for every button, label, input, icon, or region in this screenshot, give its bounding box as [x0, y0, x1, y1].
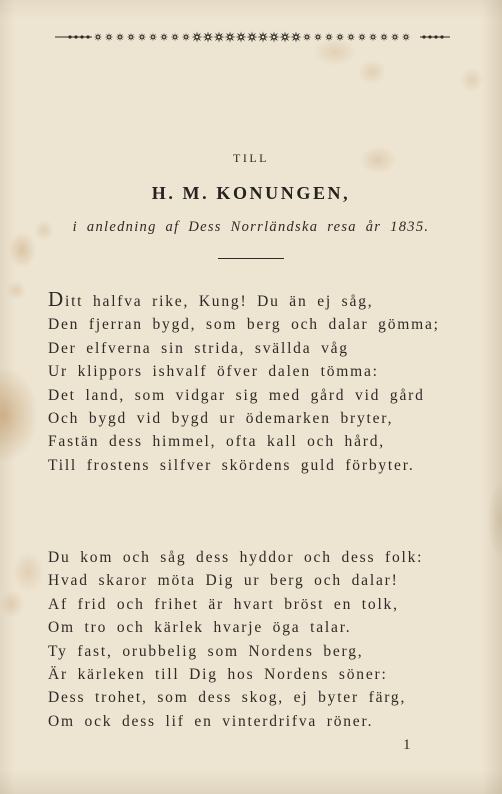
- poem-line: Om tro och kärlek hvarje öga talar.: [48, 619, 352, 637]
- ornament-flower-center: [152, 36, 154, 38]
- ornament-flower-center: [141, 36, 143, 38]
- ornament-flower-center: [196, 36, 199, 39]
- poem-line: Det land, som vidgar sig med gård vid gård: [48, 386, 425, 404]
- poem-line: Dess trohet, som dess skog, ej byter färg,: [48, 689, 407, 707]
- ornament-flower-center: [207, 36, 210, 39]
- poem-line: Du kom och såg dess hyddor och dess folk:: [48, 549, 424, 566]
- ornament-flower-center: [273, 36, 276, 39]
- ornament-flower-center: [339, 36, 341, 38]
- ornament-flower-center: [163, 36, 165, 38]
- ornament-flower-center: [317, 36, 319, 38]
- ornament-flower-center: [328, 36, 330, 38]
- poem-line: Om ock dess lif en vinterdrifva röner.: [48, 712, 374, 730]
- ornament-band: [68, 31, 443, 42]
- ornament-flower-center: [262, 36, 265, 39]
- poem-line: Hvad skaror möta Dig ur berg och dalar!: [48, 572, 399, 590]
- ornament-flower-center: [284, 36, 287, 39]
- ornament-flower-center: [218, 36, 221, 39]
- top-ornament: [0, 27, 502, 47]
- ornament-flower-center: [306, 36, 308, 38]
- ornament-flower-center: [251, 36, 254, 39]
- poem-line: Ur klippors ishvalf öfver dalen tömma:: [48, 363, 379, 381]
- ornament-dot: [80, 35, 83, 38]
- poem-line: Der elfverna sin strida, svällda våg: [48, 339, 349, 357]
- poem-line: Den fjerran bygd, som berg och dalar gömma;: [48, 316, 440, 334]
- ornament-flower-center: [229, 36, 232, 39]
- ornament-flower-center: [350, 36, 352, 38]
- ornament-flower-center: [361, 36, 363, 38]
- ornament-dot: [422, 35, 425, 38]
- poem-line: Till frostens silfver skördens guld förbyter.: [48, 456, 415, 474]
- ornament-flower-center: [185, 36, 187, 38]
- ornament-dot: [68, 35, 71, 38]
- ornament-dot: [428, 35, 431, 38]
- ornament-flower-center: [174, 36, 176, 38]
- stanza-2: [48, 546, 488, 733]
- ornament-dot: [74, 35, 77, 38]
- ornament-flower-center: [394, 36, 396, 38]
- ornament-dot: [440, 35, 443, 38]
- poem-subtitle: i anledning af Dess Norrländska resa år 1835.: [72, 219, 430, 235]
- poem-line: Är kärleken till Dig hos Nordens söner:: [48, 665, 388, 683]
- poem-line: Och bygd vid bygd ur ödemarken bryter,: [48, 409, 394, 427]
- ornament-flower-center: [240, 36, 243, 39]
- ornament-flower-center: [108, 36, 110, 38]
- ornament-flower-center: [405, 36, 407, 38]
- title-rule: [218, 258, 284, 259]
- poem-line: Ty fast, orubbelig som Nordens berg,: [48, 642, 364, 660]
- ornament-flower-center: [372, 36, 374, 38]
- poem-line: Ditt halfva rike, Kung! Du än ej såg,: [48, 287, 374, 311]
- ornament-flower-center: [97, 36, 99, 38]
- poem-line: Fastän dess himmel, ofta kall och hård,: [48, 433, 385, 451]
- ornament-flower-center: [383, 36, 385, 38]
- poem-title: H. M. KONUNGEN,: [151, 183, 351, 203]
- ornament-flower-center: [130, 36, 132, 38]
- ornament-flower-center: [119, 36, 121, 38]
- poem-line: Af frid och frihet är hvart bröst en tolk,: [48, 595, 399, 613]
- ornament-dot: [86, 35, 89, 38]
- ornament-dot: [434, 35, 437, 38]
- dedication-heading: TILL: [233, 151, 269, 165]
- page-number: 1: [403, 737, 411, 753]
- ornament-flower-center: [295, 36, 298, 39]
- stanza-1: [48, 287, 488, 477]
